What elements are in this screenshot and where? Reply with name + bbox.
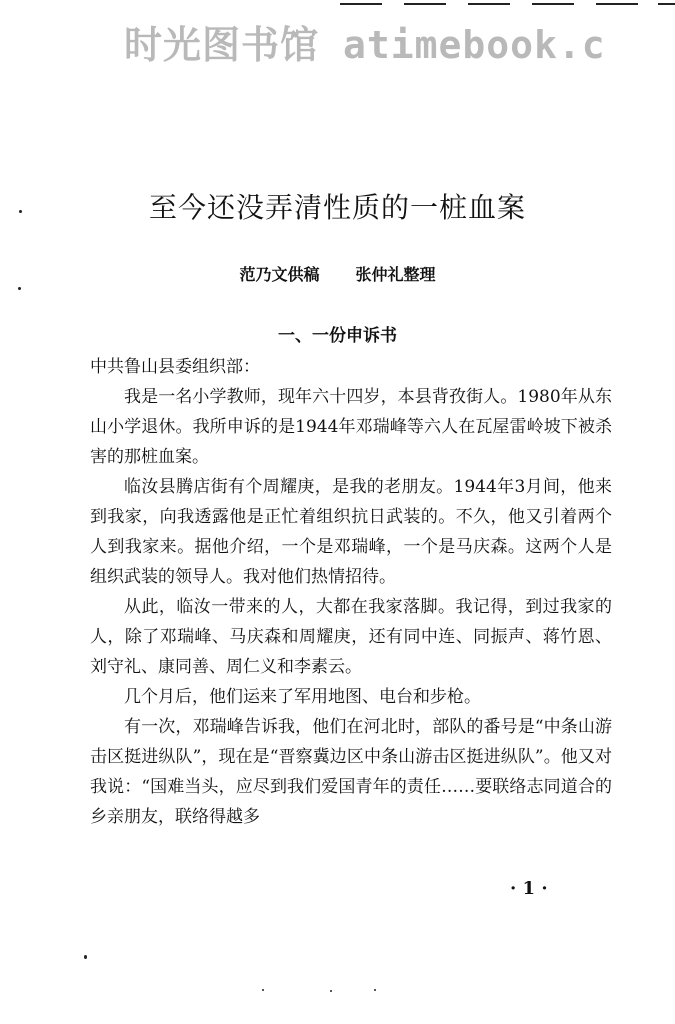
- page-title: 至今还没弄清性质的一桩血案: [148, 191, 526, 224]
- paragraph: 我是一名小学教师，现年六十四岁，本县背孜街人。1980年从东山小学退休。我所申诉的是1944年邓瑞峰等六人在瓦屋雷岭坡下被杀害的那桩血案。: [90, 387, 612, 467]
- paragraph: 有一次，邓瑞峰告诉我，他们在河北时，部队的番号是“中条山游击区挺进纵队”，现在是“晋察冀边区中条山游击区挺进纵队”。他又对我说：“国难当头，应尽到我们爱国青年的责任……要联络志同道合的乡亲朋友，联络得越多: [90, 717, 612, 827]
- watermark-url: atimebook.c: [343, 23, 606, 67]
- scan-speck: [330, 990, 332, 992]
- scan-speck: [19, 210, 22, 213]
- watermark-name: 时光图书馆: [124, 23, 320, 67]
- header-rule: [532, 3, 574, 5]
- header-rule: [404, 3, 446, 5]
- header-rule: [596, 3, 638, 5]
- paragraph: 临汝县腾店街有个周耀庚，是我的老朋友。1944年3月间，他来到我家，向我透露他是正忙着组织抗日武装的。不久，他又引着两个人到我家来。据他介绍，一个是邓瑞峰，一个是马庆森。这两个人是组织武装的领导人。我对他们热情招待。: [90, 477, 612, 587]
- scan-speck: [84, 955, 87, 959]
- scan-speck: [18, 287, 21, 290]
- page-number: · 1 ·: [510, 878, 548, 899]
- paragraph: 从此，临汝一带来的人，大都在我家落脚。我记得，到过我家的人，除了邓瑞峰、马庆森和周耀庚，还有同中连、同振声、蒋竹恩、刘守礼、康同善、周仁义和李素云。: [90, 597, 612, 677]
- editor: 张仲礼整理: [355, 265, 436, 284]
- watermark: [124, 14, 606, 69]
- header-rule: [468, 3, 510, 5]
- contributor: 范乃文供稿: [239, 265, 320, 284]
- byline: [0, 262, 675, 285]
- body-text: [90, 352, 612, 832]
- paragraph: 几个月后，他们运来了军用地图、电台和步枪。: [124, 687, 481, 707]
- section-heading: 一、一份申诉书: [278, 326, 397, 346]
- scan-speck: [374, 989, 376, 991]
- header-rule: [658, 3, 675, 5]
- salutation: 中共鲁山县委组织部：: [90, 357, 260, 377]
- header-rules: [340, 0, 675, 10]
- scan-speck: [262, 989, 264, 991]
- header-rule: [340, 3, 382, 5]
